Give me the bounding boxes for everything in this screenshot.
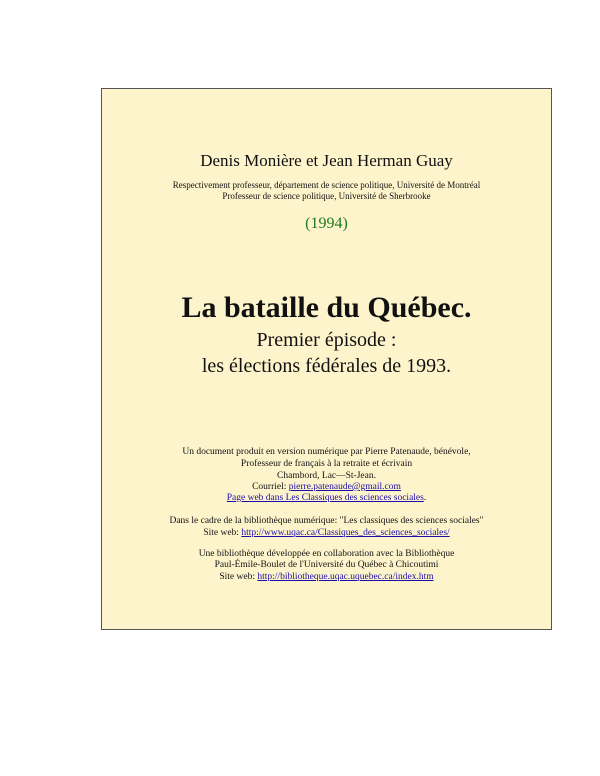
email-link[interactable]: pierre.patenaude@gmail.com [288,482,401,492]
email-label: Courriel: [252,482,289,492]
library-context: Dans le cadre de la bibliothèque numérique: "Les classiques des sciences sociales" [169,516,484,526]
credit-role: Professeur de français à la retraite et écrivain [240,459,413,469]
partner-site-link[interactable]: http://bibliotheque.uqac.uquebec.ca/index.htm [257,572,434,582]
affiliation-line-1: Respectivement professeur, département de science politique, Université de Montréal [172,180,481,190]
library-site-line [102,528,551,538]
document-title: La bataille du Québec. [181,291,472,324]
partner-line-1: Une bibliothèque développée en collaboration avec la Bibliothèque [198,549,455,559]
library-site-link[interactable]: http://www.uqac.ca/Classiques_des_sciences_sociales/ [241,528,450,538]
affiliation-line-2: Professeur de science politique, Université de Sherbrooke [222,191,431,201]
subtitle-line-2: les élections fédérales de 1993. [201,355,452,377]
partner-line-2: Paul-Émile-Boulet de l'Université du Québec à Chicoutimi [214,560,439,570]
webpage-link[interactable]: Page web dans Les Classiques des sciences sociales [226,493,424,503]
cover-page [101,88,552,630]
credit-location: Chambord, Lac—St-Jean. [277,471,376,481]
credit-email-line [102,482,551,492]
credit-produced-by: Un document produit en version numérique par Pierre Patenaude, bénévole, [182,447,471,457]
publication-year: (1994) [305,215,348,232]
authors: Denis Monière et Jean Herman Guay [200,151,453,170]
library-site-label: Site web: [203,528,242,538]
credit-webpage-line [102,493,551,503]
webpage-suffix: . [423,493,427,503]
partner-site-label: Site web: [219,572,258,582]
subtitle-line-1: Premier épisode : [256,329,397,351]
partner-site-line [102,572,551,582]
